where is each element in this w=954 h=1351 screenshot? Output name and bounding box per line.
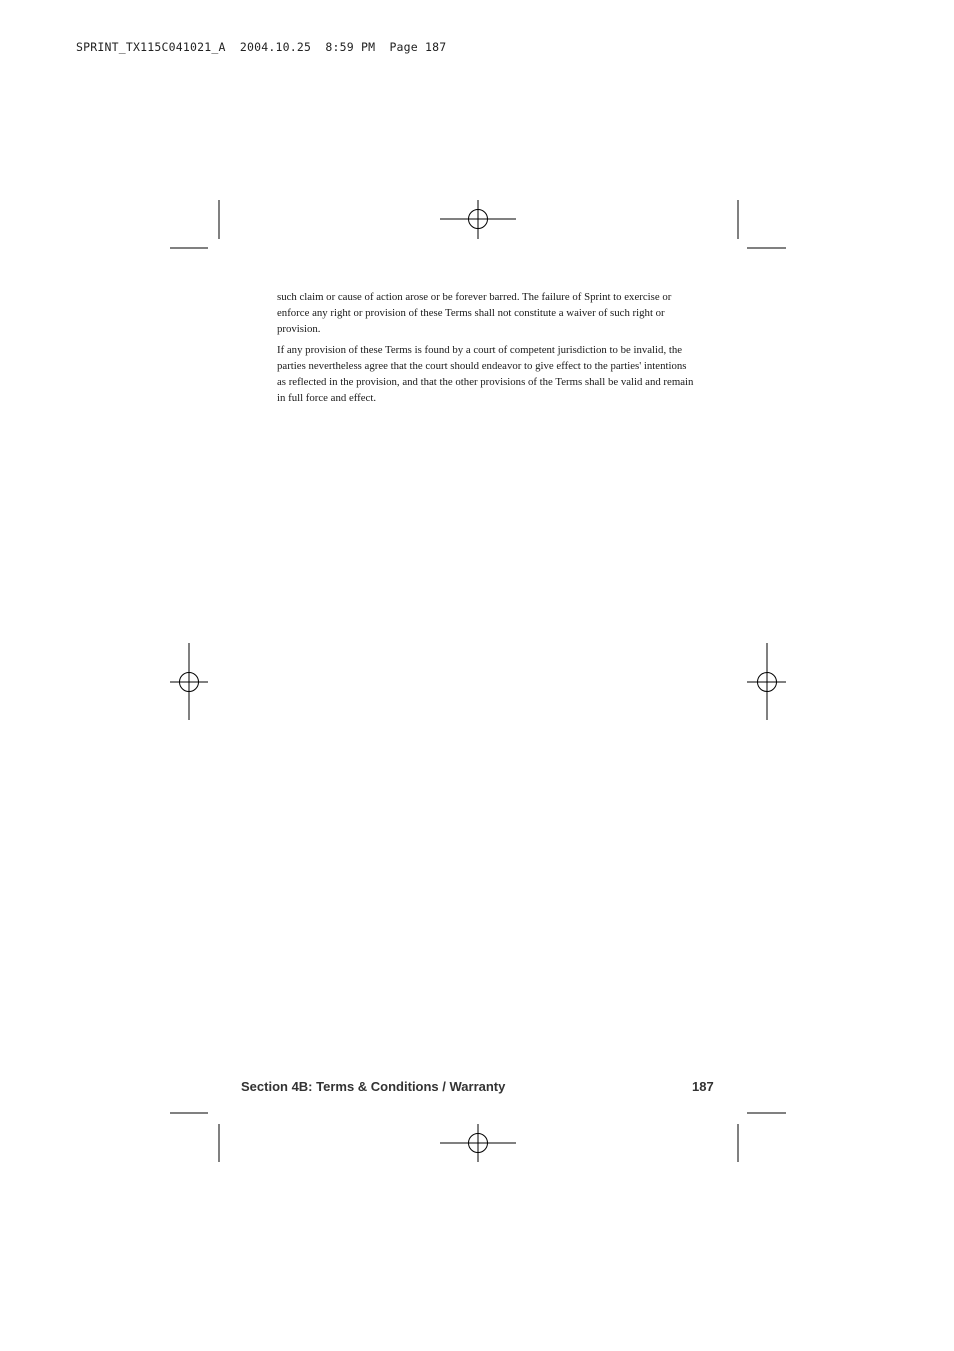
- crop-mark-top-right: [738, 200, 786, 248]
- print-slug: SPRINT_TX115C041021_A 2004.10.25 8:59 PM Page 187: [76, 40, 447, 54]
- registration-mark-top: [440, 200, 516, 239]
- crop-mark-bottom-left: [170, 1113, 219, 1162]
- crop-mark-bottom-right: [738, 1113, 786, 1162]
- registration-mark-bottom: [440, 1124, 516, 1162]
- paragraph-1: such claim or cause of action arose or be forever barred. The failure of Sprint to exercise or enforce any right or provision of these Terms shall not constitute a waiver of such right or provision.: [277, 291, 672, 335]
- crop-mark-top-left: [170, 200, 219, 248]
- registration-mark-right: [747, 643, 786, 720]
- footer-page-number: 187: [692, 1079, 714, 1094]
- paragraph-2: If any provision of these Terms is found by a court of competent jurisdiction to be invalid, the parties nevertheless agree that the court should endeavor to give effect to the parties' intentions as reflected in the provision, and that the other provisions of the Terms shall be valid and remain in full force and effect.: [277, 344, 694, 404]
- registration-mark-left: [170, 643, 208, 720]
- footer-section-title: Section 4B: Terms & Conditions / Warranty: [241, 1079, 506, 1094]
